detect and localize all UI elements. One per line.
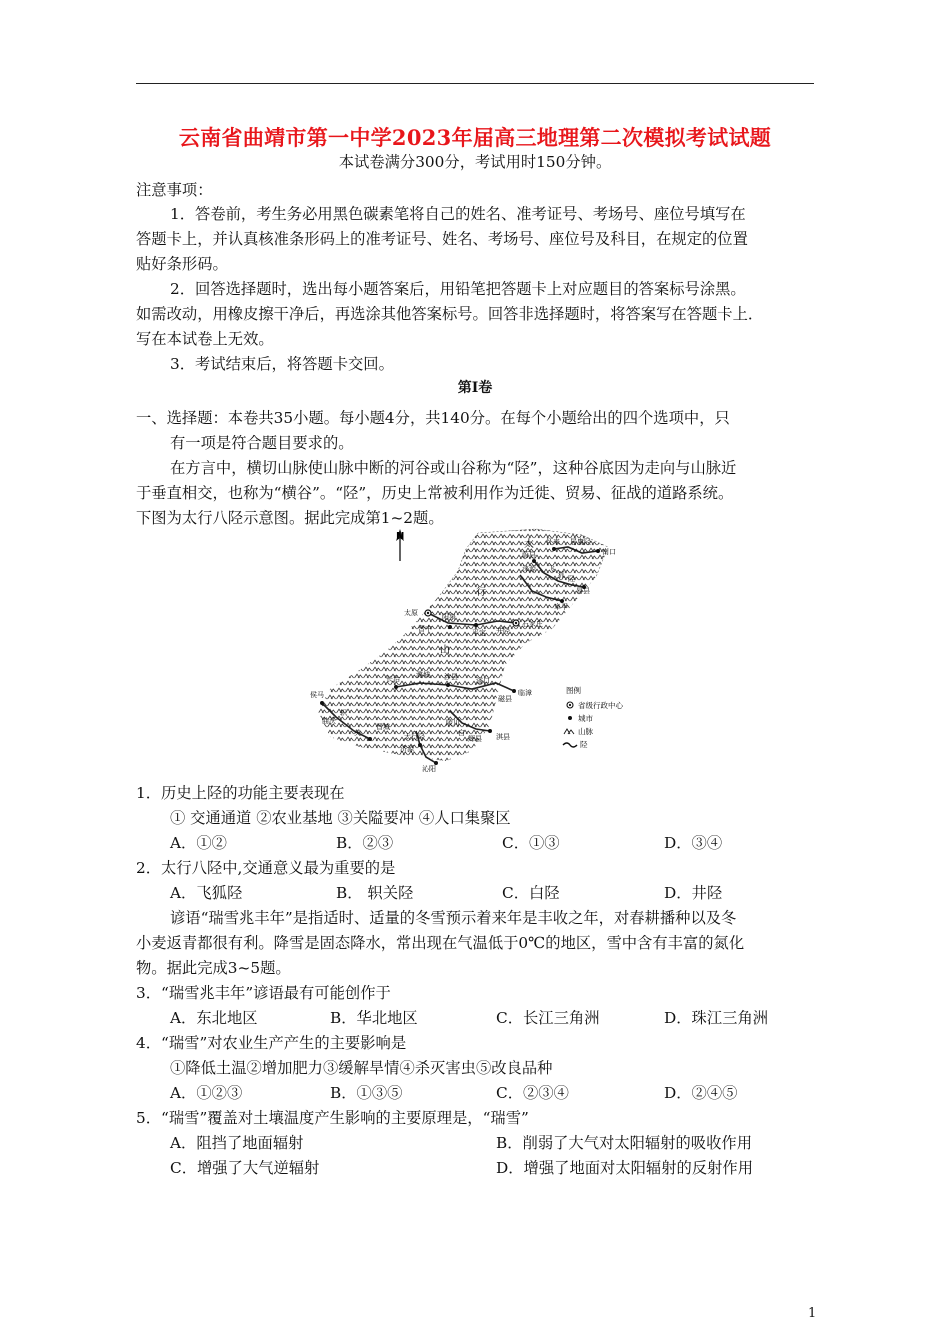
map-label: 磁县 [498, 695, 512, 703]
question-stem: 1．历史上陉的功能主要表现在 [136, 784, 345, 802]
map-label: 长治 [386, 675, 400, 683]
option-a: A．阻挡了地面辐射 [170, 1134, 304, 1152]
map-label: 阳泉 [442, 613, 456, 621]
map-label: 济源 [400, 745, 414, 753]
option-a: A．东北地区 [170, 1009, 258, 1027]
question-stem: 5．“瑞雪”覆盖对土壤温度产生影响的主要原理是，“瑞雪” [136, 1109, 529, 1127]
map-label: 太 [524, 539, 534, 550]
city-icon [568, 716, 572, 720]
legend-item: 山脉 [578, 727, 593, 736]
header-rule [136, 83, 814, 84]
map-label: 居庸陉 [570, 538, 591, 546]
map-label: 陉 [568, 575, 575, 583]
option-a: A．①②③ [170, 1084, 243, 1102]
map-label: 潞城 [416, 671, 430, 679]
map-label: 狐 [558, 571, 565, 579]
legend-item: 陉 [580, 740, 588, 749]
notice-line: 2．回答选择题时，选出每小题答案后，用铅笔把答题卡上对应题目的答案标号涂黑。 [170, 280, 746, 298]
map-label: 晋城 [376, 723, 390, 731]
question-choices: ①降低土温②增加肥力③缓解旱情④杀灭害虫⑤改良品种 [170, 1059, 553, 1077]
map-label: 侯马 [310, 691, 324, 699]
pass-route-icon [563, 743, 577, 747]
north-label: N [396, 531, 405, 542]
option-c: C．②③④ [496, 1084, 569, 1102]
map-label: 辉县 [468, 735, 482, 743]
map-label: 陵川 [446, 719, 460, 727]
option-c: C．白陉 [502, 884, 560, 902]
option-d: D．增强了地面对太阳辐射的反射作用 [496, 1159, 754, 1177]
passage-line: 小麦返青都很有利。降雪是固态降水，常出现在气温低于0℃的地区，雪中含有丰富的氮化 [136, 934, 745, 952]
notice-line: 答题卡上，并认真核准条形码上的准考证号、姓名、考场号、座位号及科目，在规定的位置 [136, 230, 748, 248]
map-label: 太行陉 [404, 733, 425, 741]
option-d: D．②④⑤ [664, 1084, 738, 1102]
notice-line: 贴好条形码。 [136, 255, 228, 273]
question-stem: 3．“瑞雪兆丰年”谚语最有可能创作于 [136, 984, 391, 1002]
map-label: 涉县 [444, 673, 458, 681]
option-b: B． 轵关陉 [336, 884, 414, 902]
option-d: D．井陉 [664, 884, 723, 902]
map-label: 轵 [340, 709, 347, 717]
section-title: 第Ⅰ卷 [457, 380, 493, 396]
question-stem: 4．“瑞雪”对农业生产产生的主要影响是 [136, 1034, 407, 1052]
passage-line: 下图为太行八陉示意图。据此完成第1~2题。 [136, 509, 444, 527]
notice-line: 3．考试结束后，将答题卡交回。 [170, 355, 394, 373]
map-label: 沁阳 [422, 765, 436, 773]
option-b: B．华北地区 [330, 1009, 418, 1027]
map-label: 晋中 [418, 625, 432, 633]
option-c: C．①③ [502, 834, 560, 852]
map-label: 井陉 [496, 627, 510, 635]
page-number: 1 [808, 1306, 817, 1321]
exam-subtitle: 本试卷满分300分，考试用时150分钟。 [338, 153, 612, 171]
passage-line: 谚语“瑞雪兆丰年”是指适时、适量的冬雪预示着来年是丰收之年，对春耕播种以及冬 [170, 909, 737, 927]
passage-line: 在方言中，横切山脉使山脉中断的河谷或山谷称为“陉”，这种谷底因为走向与山脉近 [170, 459, 737, 477]
passage-line: 于垂直相交，也称为“横谷”。“陉”，历史上常被利用作为迁徙、贸易、征战的道路系统。 [136, 484, 734, 502]
legend-item: 城市 [578, 714, 593, 723]
passage-line: 物。据此完成3~5题。 [136, 959, 291, 977]
map-label: 飞 [548, 565, 555, 573]
map-label: 太原 [404, 609, 418, 617]
option-a: A．①② [170, 834, 227, 852]
map-label: 滏口 [476, 677, 490, 685]
question-stem: 2．太行八陉中,交通意义最为重要的是 [136, 859, 396, 877]
map-legend [563, 685, 623, 749]
legend-title: 图例 [566, 686, 581, 695]
map-label: 淇县 [496, 733, 510, 741]
map-label: 山 [440, 645, 450, 656]
map-label: 涞源 [522, 565, 536, 573]
option-b: B．①③⑤ [330, 1084, 403, 1102]
exam-title: 云南省曲靖市第一中学2023年届高三地理第二次模拟考试试题 [178, 125, 772, 150]
map-label: 易县 [576, 587, 590, 595]
map-label: 临漳 [518, 689, 532, 697]
mountain-icon [564, 729, 574, 734]
legend-item: 省级行政中心 [578, 701, 623, 710]
notice-line: 如需改动，用橡皮擦干净后，再选涂其他答案标号。回答非选择题时，将答案写在答题卡上． [136, 305, 764, 323]
option-c: C．增强了大气逆辐射 [170, 1159, 320, 1177]
option-b: B．削弱了大气对太阳辐射的吸收作用 [496, 1134, 752, 1152]
part-heading-cont: 有一项是符合题目要求的。 [170, 434, 354, 452]
map-label: 曲沃 [322, 717, 336, 725]
map-label: 关 [354, 729, 361, 737]
map-label: 阜平 [554, 603, 568, 611]
map-label: 石家庄 [522, 620, 543, 628]
part-heading: 一、选择题：本卷共35小题。每小题4分，共140分。在每个小题给出的四个选项中，只 [136, 409, 730, 427]
notice-heading: 注意事项： [136, 181, 213, 199]
map-label: 平定 [472, 629, 486, 637]
mountain-region [318, 529, 608, 761]
option-d: D．珠江三角洲 [664, 1009, 769, 1027]
option-a: A．飞狐陉 [170, 884, 243, 902]
map-label: 南口 [602, 548, 616, 556]
map-label: 怀来 [546, 538, 560, 546]
map-label: 白 [458, 729, 465, 737]
notice-line: 写在本试卷上无效。 [136, 330, 274, 348]
notice-line: 1．答卷前，考生务必用黑色碳素笔将自己的姓名、准考证号、考场号、座位号填写在 [170, 205, 746, 223]
option-b: B．②③ [336, 834, 394, 852]
option-c: C．长江三角洲 [496, 1009, 600, 1027]
map-label: 行 [476, 587, 486, 598]
map-label: 蔚县 [522, 551, 536, 559]
question-choices: ① 交通通道 ②农业基地 ③关隘要冲 ④人口集聚区 [170, 809, 511, 827]
option-d: D．③④ [664, 834, 723, 852]
taihang-map [300, 525, 650, 775]
